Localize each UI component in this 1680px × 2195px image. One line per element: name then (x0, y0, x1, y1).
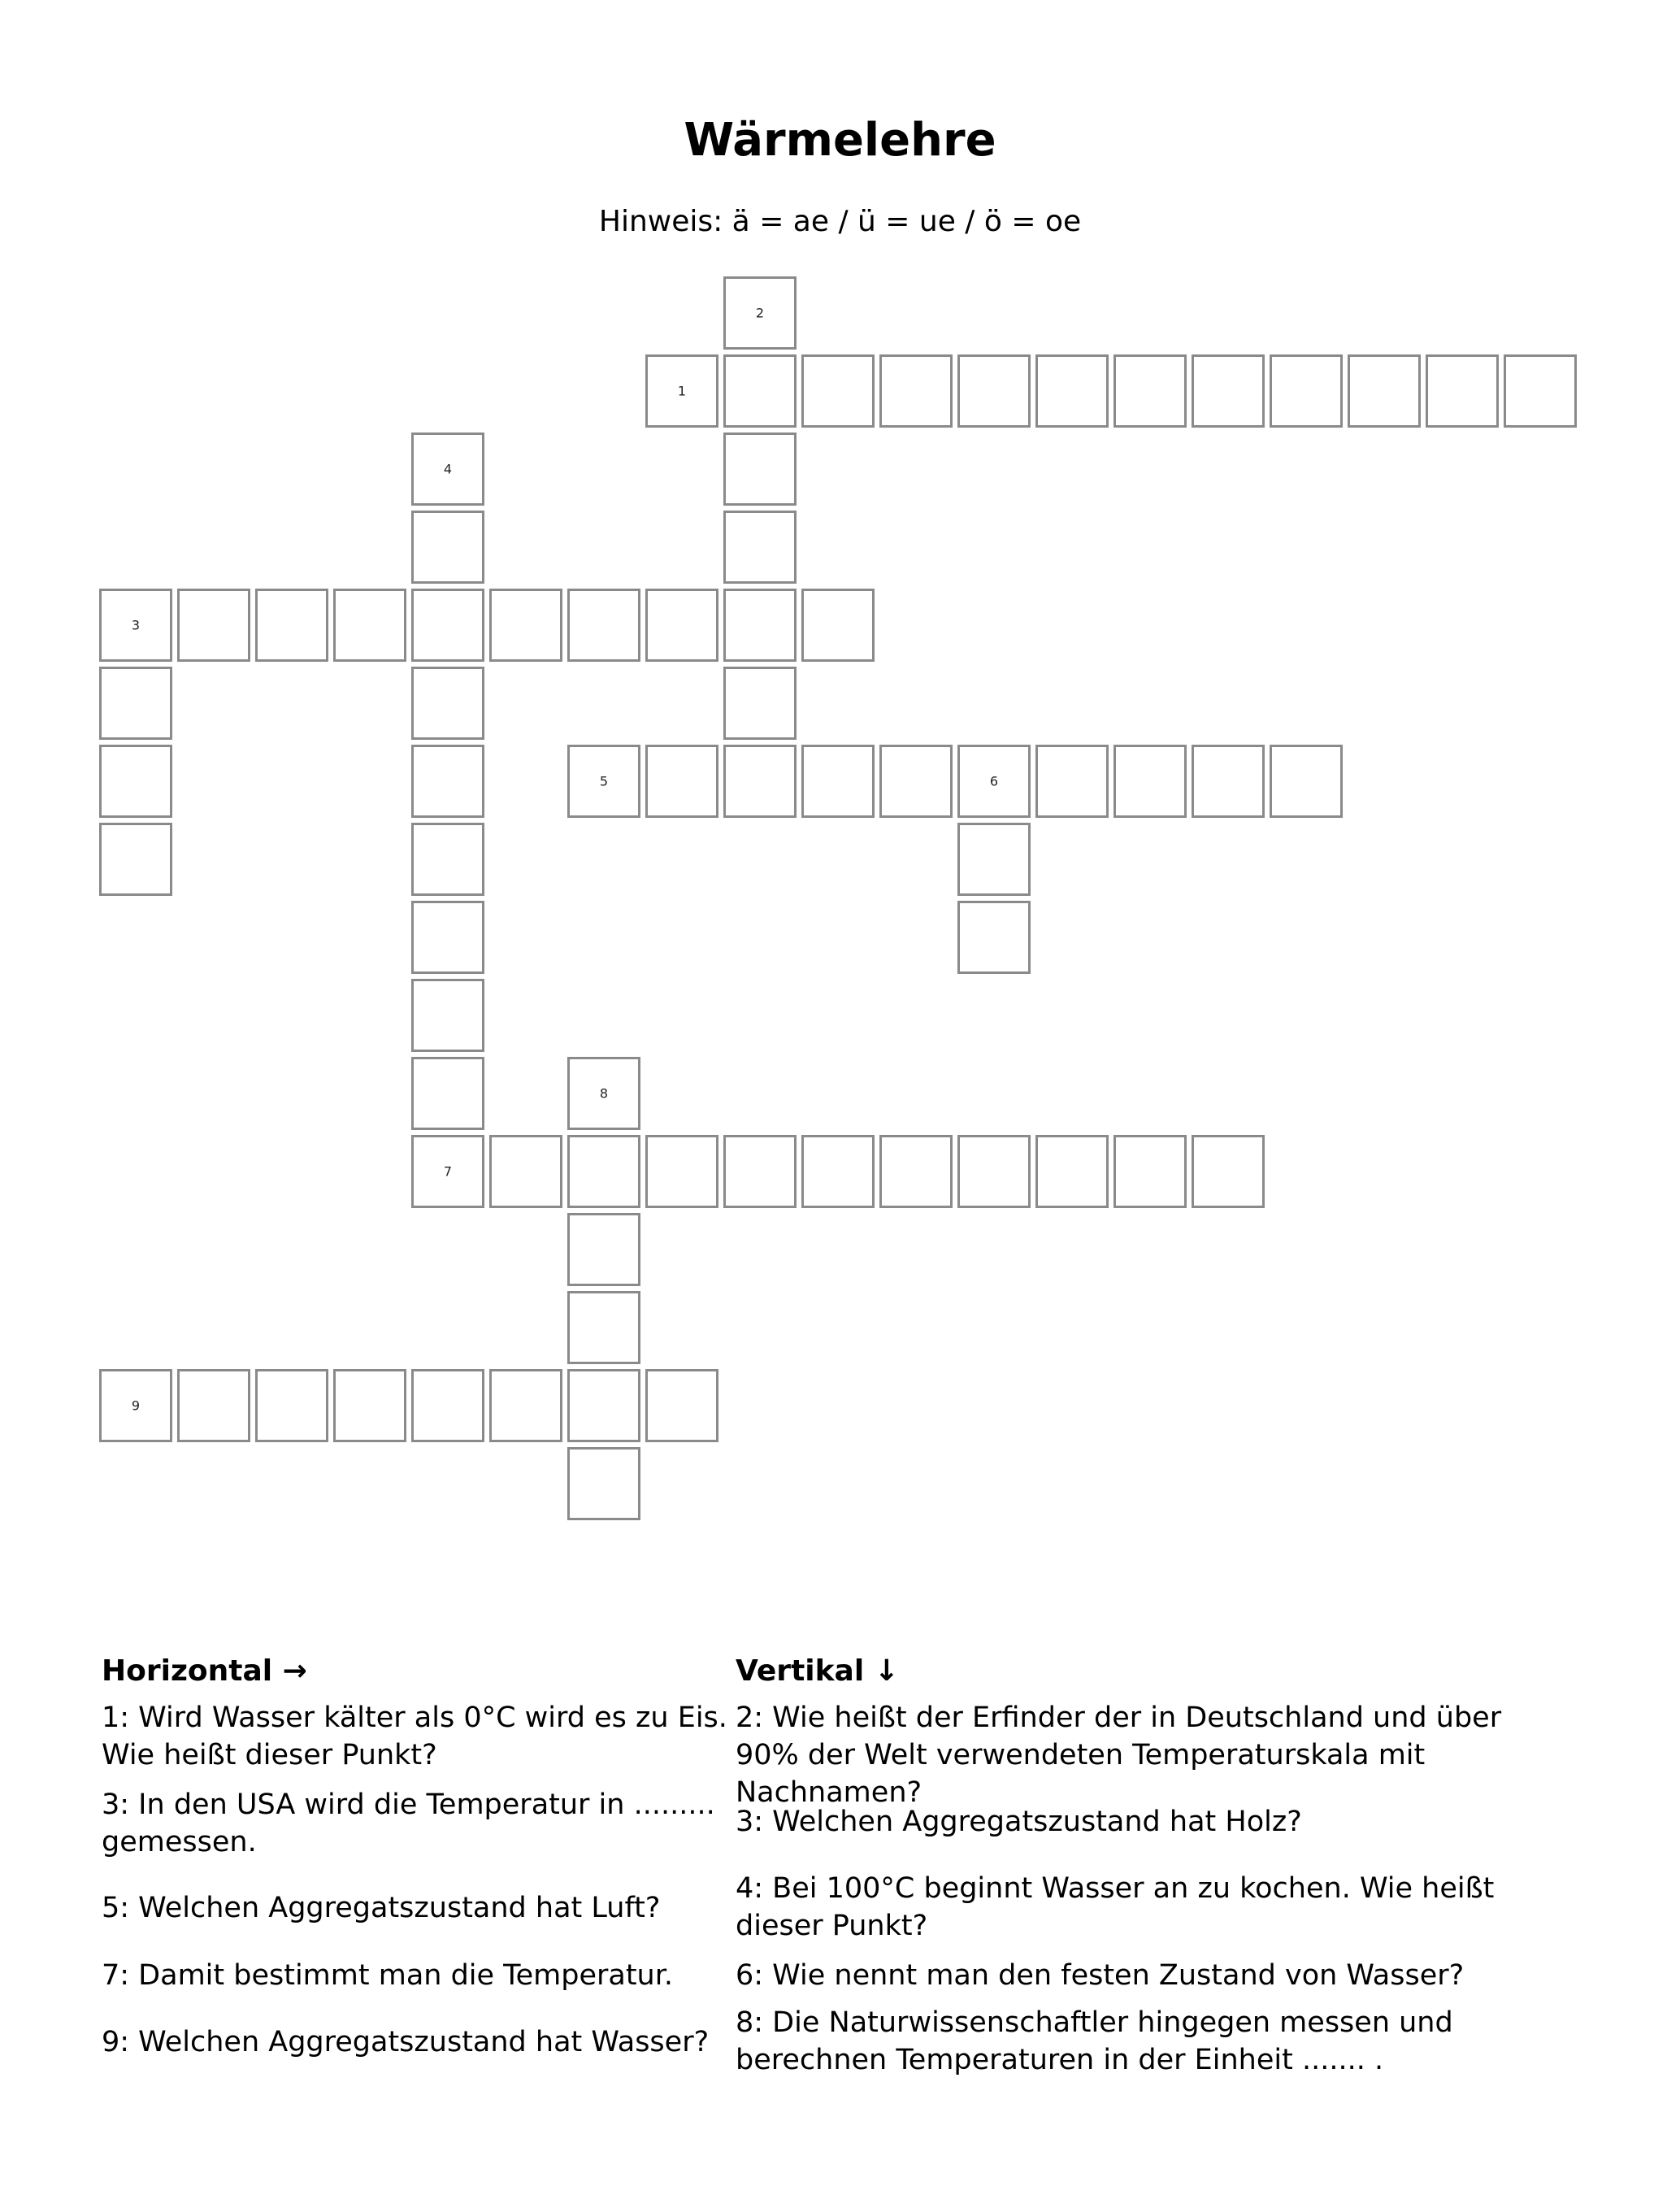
clue-number: 3 (131, 617, 141, 633)
grid-cell[interactable] (879, 745, 953, 818)
grid-cell[interactable] (1192, 745, 1265, 818)
grid-cell[interactable] (99, 745, 172, 818)
grid-cell[interactable] (801, 1135, 875, 1208)
grid-cell[interactable] (567, 1057, 640, 1130)
grid-cell[interactable] (723, 1135, 797, 1208)
grid-cell[interactable] (567, 589, 640, 662)
grid-cell[interactable] (723, 276, 797, 350)
down-heading: Vertikal ↓ (736, 1654, 899, 1688)
grid-cell[interactable] (879, 1135, 953, 1208)
grid-cell[interactable] (1113, 1135, 1187, 1208)
grid-cell[interactable] (1348, 354, 1421, 428)
grid-cell[interactable] (723, 511, 797, 584)
grid-cell[interactable] (957, 745, 1031, 818)
grid-cell[interactable] (567, 1135, 640, 1208)
grid-cell[interactable] (801, 589, 875, 662)
grid-cell[interactable] (411, 511, 484, 584)
clue-number: 9 (131, 1397, 141, 1414)
grid-cell[interactable] (99, 823, 172, 896)
across-clue-9: 9: Welchen Aggregatszustand hat Wasser? (102, 2026, 710, 2058)
grid-cell[interactable] (411, 901, 484, 974)
grid-cell[interactable] (957, 354, 1031, 428)
grid-cell[interactable] (1035, 1135, 1109, 1208)
grid-cell[interactable] (411, 1369, 484, 1442)
grid-cell[interactable] (879, 354, 953, 428)
grid-cell[interactable] (957, 1135, 1031, 1208)
grid-cell[interactable] (645, 745, 718, 818)
clue-number: 2 (755, 305, 765, 321)
across-clue-3: 3: In den USA wird die Temperatur in ......... gemessen. (102, 1789, 715, 1858)
hint-text: Hinweis: ä = ae / ü = ue / ö = oe (598, 205, 1082, 238)
grid-cell[interactable] (411, 1135, 484, 1208)
grid-cell[interactable] (177, 589, 250, 662)
grid-cell[interactable] (333, 589, 406, 662)
down-clue-6: 6: Wie nennt man den festen Zustand von Wasser? (736, 1959, 1465, 1992)
grid-cell[interactable] (1113, 354, 1187, 428)
grid-cell[interactable] (1035, 745, 1109, 818)
grid-cell[interactable] (723, 589, 797, 662)
across-clue-5: 5: Welchen Aggregatszustand hat Luft? (102, 1892, 661, 1924)
grid-cell[interactable] (567, 745, 640, 818)
grid-cell[interactable] (801, 745, 875, 818)
grid-cell[interactable] (567, 1369, 640, 1442)
grid-cell[interactable] (177, 1369, 250, 1442)
grid-cell[interactable] (333, 1369, 406, 1442)
down-clue-4: 4: Bei 100°C beginnt Wasser an zu kochen. Wie heißt dieser Punkt? (736, 1872, 1495, 1942)
grid-cell[interactable] (645, 354, 718, 428)
clue-number: 7 (443, 1163, 453, 1180)
grid-cell[interactable] (567, 1213, 640, 1286)
grid-cell[interactable] (489, 589, 562, 662)
grid-cell[interactable] (645, 589, 718, 662)
grid-cell[interactable] (1192, 354, 1265, 428)
grid-cell[interactable] (489, 1135, 562, 1208)
grid-cell[interactable] (957, 901, 1031, 974)
across-clue-7: 7: Damit bestimmt man die Temperatur. (102, 1959, 674, 1992)
grid-cell[interactable] (411, 745, 484, 818)
grid-cell[interactable] (957, 823, 1031, 896)
grid-cell[interactable] (411, 1057, 484, 1130)
grid-cell[interactable] (645, 1135, 718, 1208)
grid-cell[interactable] (1270, 745, 1343, 818)
clue-number: 1 (677, 383, 687, 399)
grid-cell[interactable] (723, 745, 797, 818)
down-clue-8: 8: Die Naturwissenschaftler hingegen messen und berechnen Temperaturen in der Einheit ....... . (736, 2006, 1453, 2076)
grid-cell[interactable] (1192, 1135, 1265, 1208)
down-clue-2: 2: Wie heißt der Erfinder der in Deutschland und über 90% der Welt verwendeten Temperaturskala mit Nachnamen? (736, 1702, 1502, 1809)
grid-cell[interactable] (1426, 354, 1499, 428)
down-clue-3: 3: Welchen Aggregatszustand hat Holz? (736, 1806, 1302, 1838)
page-title: Wärmelehre (684, 114, 996, 167)
grid-cell[interactable] (723, 354, 797, 428)
grid-cell[interactable] (1113, 745, 1187, 818)
grid-cell[interactable] (411, 823, 484, 896)
grid-cell[interactable] (1270, 354, 1343, 428)
grid-cell[interactable] (411, 667, 484, 740)
grid-cell[interactable] (99, 1369, 172, 1442)
grid-cell[interactable] (567, 1291, 640, 1364)
grid-cell[interactable] (99, 589, 172, 662)
grid-cell[interactable] (411, 432, 484, 506)
grid-cell[interactable] (411, 979, 484, 1052)
grid-cell[interactable] (99, 667, 172, 740)
clue-number: 8 (599, 1085, 609, 1102)
grid-cell[interactable] (1035, 354, 1109, 428)
clue-number: 4 (443, 461, 453, 477)
grid-cell[interactable] (255, 589, 328, 662)
grid-cell[interactable] (489, 1369, 562, 1442)
grid-cell[interactable] (1504, 354, 1577, 428)
grid-cell[interactable] (723, 432, 797, 506)
clue-number: 5 (599, 773, 609, 789)
grid-cell[interactable] (645, 1369, 718, 1442)
grid-cell[interactable] (255, 1369, 328, 1442)
grid-cell[interactable] (411, 589, 484, 662)
grid-cell[interactable] (567, 1447, 640, 1520)
grid-cell[interactable] (723, 667, 797, 740)
grid-cell[interactable] (801, 354, 875, 428)
clue-number: 6 (989, 773, 999, 789)
across-clue-1: 1: Wird Wasser kälter als 0°C wird es zu Eis. Wie heißt dieser Punkt? (102, 1702, 727, 1771)
across-heading: Horizontal → (102, 1654, 307, 1688)
